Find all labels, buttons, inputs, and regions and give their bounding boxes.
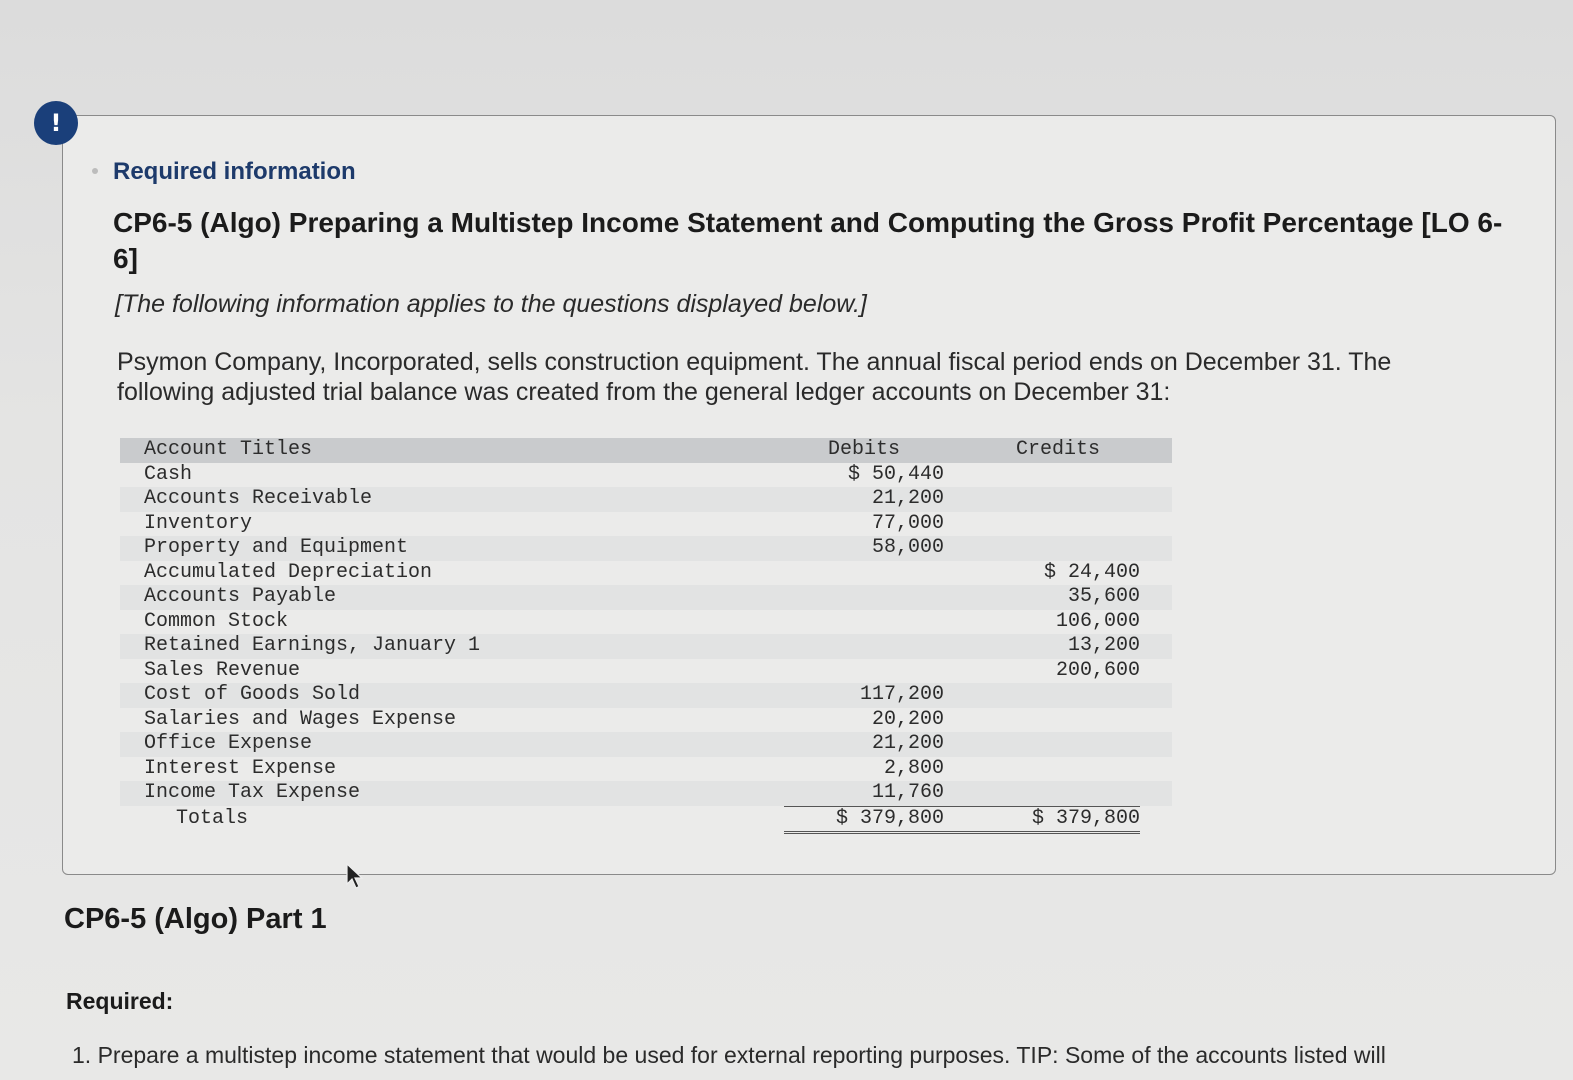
table-row	[120, 512, 1172, 537]
instruction-text: 1. Prepare a multistep income statement that would be used for external reporting purposes. TIP: Some of the accounts listed will	[72, 1042, 1386, 1068]
table-row	[120, 683, 1172, 708]
table-row	[120, 463, 1172, 488]
alert-icon: !	[34, 101, 78, 145]
debit-amount	[784, 585, 944, 610]
table-row	[120, 561, 1172, 586]
credit-amount: 35,600	[1067, 585, 1140, 608]
part-title: CP6-5 (Algo) Part 1	[64, 903, 327, 935]
table-row	[120, 487, 1172, 512]
total-debits: $ 379,800	[784, 806, 944, 833]
account-title: Inventory	[144, 511, 253, 535]
problem-title: CP6-5 (Algo) Preparing a Multistep Income Statement and Computing the Gross Profit Percentage [LO 6-6]	[113, 207, 1503, 274]
credit-amount: 106,000	[1055, 609, 1140, 633]
table-row	[120, 610, 1172, 635]
required-label: Required:	[66, 988, 174, 1014]
credit-amount	[976, 732, 1140, 757]
table-row	[120, 585, 1172, 610]
credit-amount	[976, 512, 1140, 537]
account-title: Accumulated Depreciation	[144, 560, 433, 584]
table-row	[120, 757, 1172, 782]
credit-amount	[976, 463, 1140, 488]
credit-amount	[976, 781, 1140, 806]
table-row	[120, 732, 1172, 757]
debit-amount: 58,000	[871, 536, 944, 559]
total-credits: $ 379,800	[976, 806, 1140, 833]
account-title: Interest Expense	[144, 756, 337, 780]
table-row	[120, 659, 1172, 684]
totals-label: Totals	[176, 807, 249, 830]
required-information-heading: Required information	[113, 158, 356, 185]
applies-note: [The following information applies to the questions displayed below.]	[115, 290, 867, 318]
account-title: Common Stock	[144, 609, 289, 633]
table-row	[120, 536, 1172, 561]
debit-amount: $ 50,440	[847, 462, 944, 486]
debit-amount: 11,760	[784, 781, 944, 806]
debit-amount: 2,800	[883, 756, 944, 780]
debit-amount	[784, 610, 944, 635]
debit-amount: 77,000	[871, 511, 944, 535]
credit-amount: $ 24,400	[1043, 560, 1140, 584]
header-debits: Debits	[827, 438, 900, 461]
debit-amount: 20,200	[871, 707, 944, 731]
credit-amount	[976, 487, 1140, 512]
account-title: Income Tax Expense	[144, 781, 361, 805]
debit-amount	[784, 659, 944, 684]
credit-amount: 13,200	[1067, 634, 1140, 657]
account-title: Sales Revenue	[144, 658, 301, 682]
credit-amount: 200,600	[1055, 658, 1140, 682]
table-header-row	[120, 438, 1172, 463]
table-row	[120, 634, 1172, 659]
debit-amount: 21,200	[871, 732, 944, 755]
header-credits: Credits	[1015, 438, 1100, 461]
account-title: Property and Equipment	[144, 536, 409, 559]
account-title: Office Expense	[144, 732, 313, 755]
account-title: Cash	[144, 462, 193, 486]
account-title: Cost of Goods Sold	[144, 683, 361, 706]
debit-amount	[784, 561, 944, 586]
credit-amount	[976, 536, 1140, 561]
debit-amount: 117,200	[859, 683, 944, 706]
intro-paragraph: Psymon Company, Incorporated, sells construction equipment. The annual fiscal period ends on December 31. The following adjusted trial balance was created from the general ledger accounts on December 31:	[117, 348, 1392, 406]
table-row	[120, 781, 1172, 806]
header-account-titles: Account Titles	[144, 438, 313, 461]
credit-amount	[976, 683, 1140, 708]
account-title: Accounts Payable	[144, 585, 337, 608]
credit-amount	[976, 757, 1140, 782]
bullet-dot	[92, 168, 98, 174]
credit-amount	[976, 708, 1140, 733]
account-title: Retained Earnings, January 1	[144, 634, 481, 657]
debit-amount: 21,200	[871, 487, 944, 510]
trial-balance-table	[120, 438, 1172, 834]
table-row	[120, 708, 1172, 733]
totals-row	[120, 806, 1172, 833]
account-title: Accounts Receivable	[144, 487, 373, 510]
debit-amount	[784, 634, 944, 659]
mouse-cursor-icon	[344, 862, 366, 890]
account-title: Salaries and Wages Expense	[144, 707, 457, 731]
